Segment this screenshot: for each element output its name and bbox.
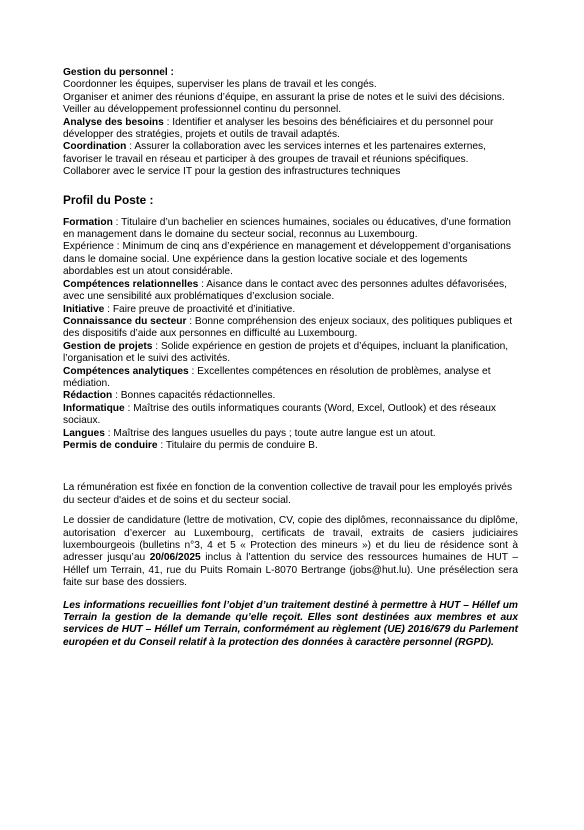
personnel-line: Veiller au développement professionnel continu du personnel. [63,104,342,116]
profil-title: Profil du Poste : [63,192,154,207]
analyse-paragraph: Analyse des besoins : Identifier et analyser les besoins des bénéficiaires et du personnel pour développer des stratégies, projets et outils de travail adaptés. [63,116,494,141]
profil-section [63,217,518,453]
profil-item: Compétences analytiques : Excellentes compétences en résolution de problèmes, analyse et médiation. [63,365,491,389]
profil-item: Initiative : Faire preuve de proactivité et d’initiative. [63,303,296,315]
candidature-section [63,482,518,649]
profil-item: Connaissance du secteur : Bonne compréhension des enjeux sociaux, des politiques publiques et des dispositifs d’aide aux personnes en difficulté au Luxembourg. [63,315,513,340]
profil-item: Expérience : Minimum de cinq ans d’expérience en management et développement d’organisations dans le domaine social. Une expérience dans la gestion locative sociale et des logements abordables est un atout considérable. [63,241,511,278]
profil-item: Gestion de projets : Solide expérience en gestion de projets et d’équipes, incluant la planification, l’organisation et le suivi des activités. [63,340,509,365]
analyse-label: Analyse des besoins [63,116,164,128]
profil-item: Permis de conduire : Titulaire du permis de conduire B. [63,439,318,451]
missions-section [63,67,518,179]
profil-item: Compétences relationnelles : Aisance dans le contact avec des personnes adultes défavorisées, avec une sensibilité aux problématiques d’exclusion sociale. [63,278,507,303]
personnel-line: Organiser et animer des réunions d’équipe, en assurant la prise de notes et le suivi des décisions. [63,91,505,103]
remuneration-paragraph: La rémunération est fixée en fonction de la convention collective de travail pour les employés privés du secteur d'aides et de soins et du secteur social. [63,482,513,506]
personnel-heading: Gestion du personnel : [63,67,174,78]
coordination-label: Coordination [63,141,127,153]
profil-item: Informatique : Maîtrise des outils informatiques courants (Word, Excel, Outlook) et des réseaux sociaux. [63,402,496,427]
document-page [63,67,518,649]
personnel-line: Coordonner les équipes, superviser les plans de travail et les congés. [63,79,377,91]
deadline-date: 20/06/2025 [149,552,201,564]
profil-item: Langues : Maîtrise des langues usuelles du pays ; toute autre langue est un atout. [63,427,436,439]
profil-item: Rédaction : Bonnes capacités rédactionnelles. [63,390,276,402]
rgpd-notice: Les informations recueillies font l’objet d’un traitement destiné à permettre à HUT – Héllef um Terrain la gestion de la demande qu’elle reçoit. Elles sont destinées aux membres et aux services de HUT – Héllef um Terrain, conformément au règlement (UE) 2016/679 du Parlement européen et du Conseil relatif à la protection des données à caractère personnel (RGPD). [63,599,518,648]
dossier-paragraph: Le dossier de candidature (lettre de motivation, CV, copie des diplômes, reconnaissance du diplôme, autorisation d’exercer au Luxembourg, certificats de travail, extraits de casiers judiciaires luxembourgeois (bulletins n°3, 4 et 5 « Protection des mineurs ») et du lieu de résidence sont à adresser jusqu’au 20/06/2025 inclus à l’attention du service des ressources humaines de HUT – Héllef um Terrain, 41, rue du Puits Romain L-8070 Bertrange (jobs@hut.lu). Une présélection sera faite sur base des dossiers. [63,515,518,589]
coordination-paragraph: Coordination : Assurer la collaboration avec les services internes et les partenaires externes, favoriser le travail en réseau et participer à des groupes de travail et réunions spécifiques. Collaborer avec le service IT pour la gestion des infrastructures techniques [63,141,486,178]
profil-item: Formation : Titulaire d’un bachelier en sciences humaines, sociales ou éducatives, d’une formation en management dans le domaine du secteur social, reconnus au Luxembourg. [63,216,511,241]
